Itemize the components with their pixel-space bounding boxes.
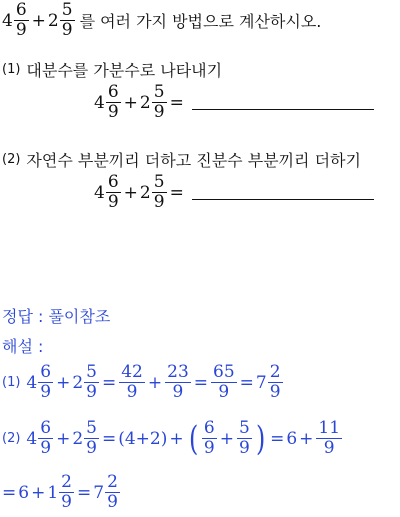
fraction: $\frac{11}{9}$ <box>318 418 341 458</box>
fraction: $\frac{6}{9}$ <box>40 418 52 458</box>
fraction: $\frac{5}{9}$ <box>86 362 97 402</box>
mixed-whole: 2 <box>47 10 59 31</box>
part2-heading <box>2 148 361 171</box>
fraction: $\frac{6}{9}$ <box>107 172 119 212</box>
solution3-line: = 6 + 1 $\frac{2}{9}$ = 7 $\frac{2}{9}$ <box>2 472 118 512</box>
problem-line <box>2 2 321 39</box>
fraction: $\frac{5}{9}$ <box>86 418 97 458</box>
part1-heading <box>2 58 222 81</box>
fraction: $\frac{6}{9}$ <box>15 0 27 40</box>
solution1-line: (1) 4 $\frac{6}{9}$ + 2 $\frac{5}{9}$ = $\frac{42}{9}$ + $\frac{23}{9}$ = $\frac{65}{9}$ = 7 $\frac{2}{9}$ <box>2 362 281 402</box>
answer-blank-line <box>192 109 374 110</box>
fraction: $\frac{42}{9}$ <box>121 362 143 402</box>
fraction: $\frac{6}{9}$ <box>203 418 215 458</box>
fraction: $\frac{5}{9}$ <box>61 0 73 40</box>
solution2-line: (2) 4 $\frac{6}{9}$ + 2 $\frac{5}{9}$ = (4+2) + ( $\frac{6}{9}$ + $\frac{5}{9}$ ) = 6 + $\frac{11}{9}$ <box>2 418 341 459</box>
solution1-marker: (1) <box>2 375 21 390</box>
part2-expression: 4 $\frac{6}{9}$ + 2 $\frac{5}{9}$ = <box>94 174 374 211</box>
fraction: $\frac{5}{9}$ <box>153 82 165 122</box>
fraction: $\frac{5}{9}$ <box>153 172 165 212</box>
part1-expression: 4 $\frac{6}{9}$ + 2 $\frac{5}{9}$ = <box>94 84 374 121</box>
left-paren: ( <box>188 418 198 459</box>
fraction: $\frac{23}{9}$ <box>167 362 189 402</box>
fraction: $\frac{2}{9}$ <box>107 472 118 512</box>
right-paren: ) <box>255 418 266 459</box>
fraction: $\frac{2}{9}$ <box>61 472 72 512</box>
fraction: $\frac{6}{9}$ <box>107 82 119 122</box>
solution2-marker: (2) <box>2 431 21 446</box>
fraction: $\frac{2}{9}$ <box>269 362 281 402</box>
problem-instruction: 를 여러 가지 방법으로 계산하시오. <box>79 12 322 31</box>
part2-title: 자연수 부분끼리 더하고 진분수 부분끼리 더하기 <box>26 151 361 170</box>
part2-marker: (2) <box>2 152 21 167</box>
problem-expression: 4 $\frac{6}{9}$ + 2 $\frac{5}{9}$ <box>2 0 73 40</box>
fraction: $\frac{65}{9}$ <box>213 362 235 402</box>
mixed-whole: 4 <box>2 10 13 31</box>
answer-blank-line <box>192 199 374 200</box>
fraction: $\frac{5}{9}$ <box>238 418 250 458</box>
fraction: $\frac{6}{9}$ <box>40 362 52 402</box>
solution-label: 해설 : <box>2 337 44 356</box>
part1-title: 대분수를 가분수로 나타내기 <box>26 61 223 80</box>
part1-marker: (1) <box>2 62 21 77</box>
whole-group: (4+2) <box>118 428 168 449</box>
answer-label: 정답 : 풀이참조 <box>2 307 111 326</box>
